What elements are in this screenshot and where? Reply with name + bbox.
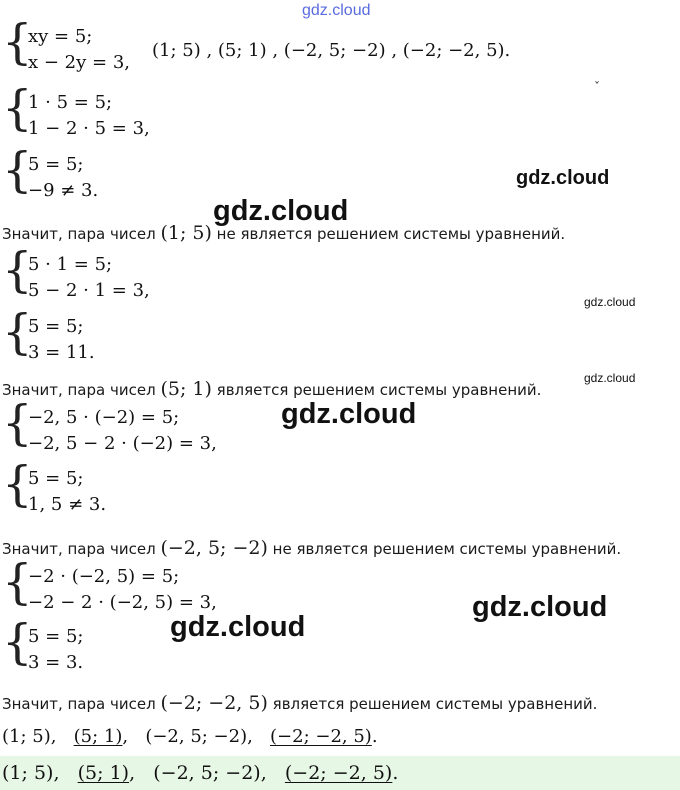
conclusion-2-prefix: Значит, пара чисел xyxy=(2,381,156,399)
system-main-line2: x − 2y = 3, xyxy=(28,52,130,73)
brace-icon: { xyxy=(2,304,33,360)
watermark-4: gdz.cloud xyxy=(584,295,636,309)
conclusion-1-pair: (1; 5) xyxy=(160,222,212,244)
conclusion-1-suffix: не является решением системы уравнений. xyxy=(216,225,566,243)
check4-line2: −2 − 2 · (−2, 5) = 3, xyxy=(28,592,217,613)
watermark-8: gdz.cloud xyxy=(170,611,306,643)
brace-icon: { xyxy=(2,554,33,610)
conclusion-1-prefix: Значит, пара чисел xyxy=(2,225,156,243)
answer-pair-3: (−2, 5; −2) xyxy=(145,726,248,747)
check2-result-line2: 3 = 11. xyxy=(28,342,95,363)
conclusion-3-suffix: не является решением системы уравнений. xyxy=(272,540,622,558)
check2-result-line1: 5 = 5; xyxy=(28,316,84,337)
watermark-6: gdz.cloud xyxy=(281,398,417,430)
check4-line1: −2 · (−2, 5) = 5; xyxy=(28,566,180,587)
system-check2-substitution xyxy=(2,242,202,306)
system-check1-result xyxy=(2,142,202,206)
brace-icon: { xyxy=(2,614,33,670)
check2-line2: 5 − 2 · 1 = 3, xyxy=(28,280,150,301)
system-main xyxy=(2,14,152,78)
system-check1-substitution xyxy=(2,80,202,144)
check3-line2: −2, 5 − 2 · (−2) = 3, xyxy=(28,433,217,454)
conclusion-2 xyxy=(2,378,541,400)
watermark-5: gdz.cloud xyxy=(584,371,636,385)
check1-line1: 1 · 5 = 5; xyxy=(28,92,113,113)
conclusion-3-pair: (−2, 5; −2) xyxy=(160,537,268,559)
system-check4-substitution xyxy=(2,554,262,618)
system-main-line1: xy = 5; xyxy=(28,26,93,47)
answer-sep-3: , xyxy=(247,726,253,747)
answer-end: . xyxy=(371,726,378,747)
conclusion-4-suffix: является решением системы уравнений. xyxy=(272,695,598,713)
conclusion-4 xyxy=(2,692,597,714)
answer-hl-sep-3: , xyxy=(260,762,267,784)
check3-result-line2: 1, 5 ≠ 3. xyxy=(28,494,107,515)
answer-hl-end: . xyxy=(392,762,399,784)
brace-icon: { xyxy=(2,395,33,451)
system-check3-result xyxy=(2,456,202,520)
watermark-7: gdz.cloud xyxy=(472,591,608,623)
check4-result-line1: 5 = 5; xyxy=(28,626,84,647)
check2-line1: 5 · 1 = 5; xyxy=(28,254,113,275)
answer-hl-pair-2: (5; 1) xyxy=(77,762,130,784)
answer-line xyxy=(2,726,378,747)
check1-line2: 1 − 2 · 5 = 3, xyxy=(28,118,150,139)
conclusion-2-pair: (5; 1) xyxy=(160,378,212,400)
answer-pair-4: (−2; −2, 5) xyxy=(270,726,372,747)
system-check4-result xyxy=(2,614,202,678)
answer-sep-2: , xyxy=(122,726,129,747)
answer-sep-1: , xyxy=(50,726,57,747)
conclusion-3-prefix: Значит, пара чисел xyxy=(2,540,156,558)
answer-pair-1: (1; 5) xyxy=(2,726,51,747)
conclusion-4-pair: (−2; −2, 5) xyxy=(160,692,268,714)
system-check3-substitution xyxy=(2,395,262,459)
answer-hl-pair-4: (−2; −2, 5) xyxy=(284,762,393,784)
check4-result-line2: 3 = 3. xyxy=(28,652,84,673)
conclusion-4-prefix: Значит, пара чисел xyxy=(2,695,156,713)
watermark-2: gdz.cloud xyxy=(516,167,610,189)
brace-icon: { xyxy=(2,80,33,136)
conclusion-3 xyxy=(2,537,621,559)
check1-result-line2: −9 ≠ 3. xyxy=(28,180,99,201)
answer-pair-2: (5; 1) xyxy=(73,726,123,747)
answer-hl-sep-2: , xyxy=(129,762,136,784)
brace-icon: { xyxy=(2,142,33,198)
brace-icon: { xyxy=(2,242,33,298)
answer-hl-sep-1: , xyxy=(53,762,60,784)
conclusion-1 xyxy=(2,222,565,244)
answer-hl-pair-3: (−2, 5; −2) xyxy=(153,762,261,784)
brace-icon: { xyxy=(2,14,33,70)
check1-result-line1: 5 = 5; xyxy=(28,154,84,175)
check3-line1: −2, 5 · (−2) = 5; xyxy=(28,407,180,428)
candidate-pairs: (1; 5) , (5; 1) , (−2, 5; −2) , (−2; −2, 5). xyxy=(152,40,511,61)
system-check2-result xyxy=(2,304,202,368)
check3-result-line1: 5 = 5; xyxy=(28,468,84,489)
watermark-top: gdz.cloud xyxy=(302,2,371,19)
brace-icon: { xyxy=(2,456,33,512)
answer-highlight-line xyxy=(2,762,398,784)
watermark-3: gdz.cloud xyxy=(213,195,349,227)
answer-hl-pair-1: (1; 5) xyxy=(2,762,54,784)
conclusion-2-suffix: является решением системы уравнений. xyxy=(216,381,542,399)
small-mark-icon: ˇ xyxy=(594,80,600,94)
